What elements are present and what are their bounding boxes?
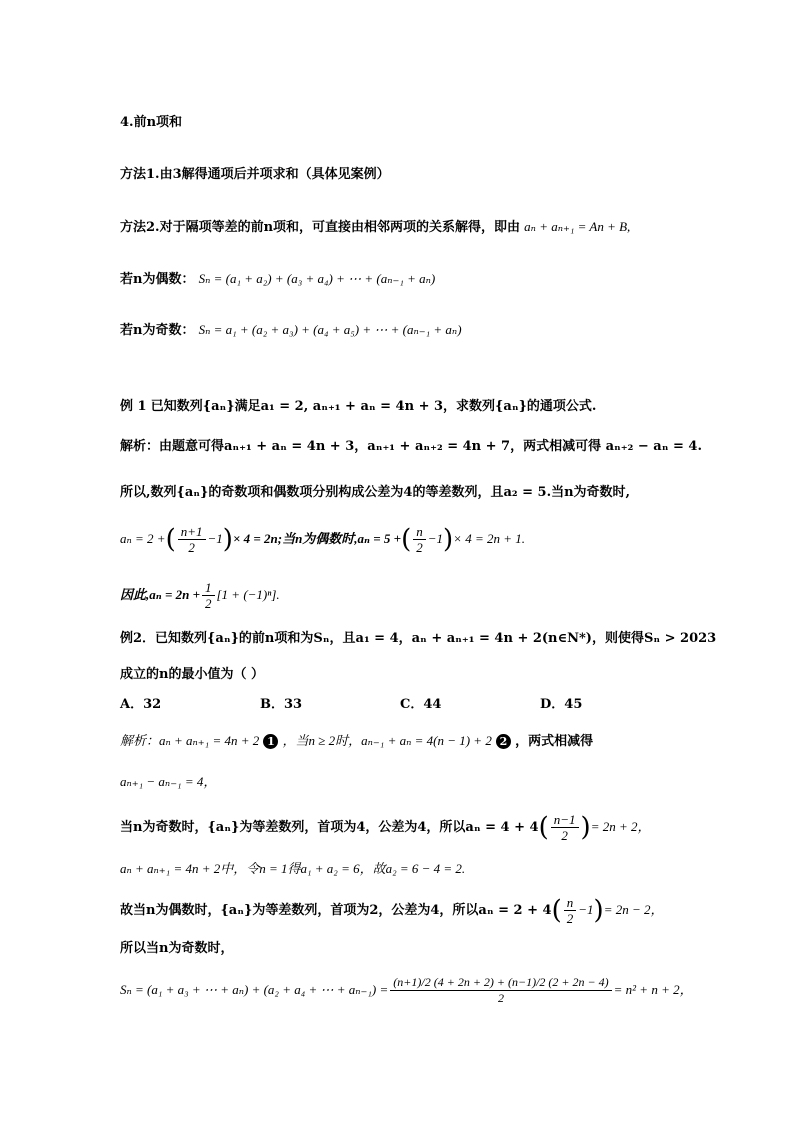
example-2-solution-4: aₙ + aₙ₊₁ = 4n + 2中，令n = 1得a₁ + a₂ = 6，故a₂ = 6 − 4 = 2.: [120, 861, 466, 876]
odd-case-formula: Sₙ = a₁ + (a₂ + a₃) + (a₄ + a₅) + ⋯ + (aₙ₋₁ + aₙ): [198, 322, 462, 337]
ex2-s3a: 当n为奇数时，{aₙ}为等差数列，首项为4，公差为4，所以aₙ = 4 + 4: [120, 820, 539, 835]
ex2-s1a: 解析：aₙ + aₙ₊₁ = 4n + 2: [120, 733, 260, 748]
ex2-s5b: −1: [578, 902, 594, 917]
ex1-s3c: × 4 = 2n;当n为偶数时,aₙ = 5 +: [232, 531, 402, 546]
odd-case-label: 若n为奇数：: [120, 323, 195, 338]
ex2-s1c: ，两式相减得: [515, 734, 594, 749]
example-1-title: 例 1: [120, 399, 147, 414]
even-case-formula: Sₙ = (a₁ + a₂) + (a₃ + a₄) + ⋯ + (aₙ₋₁ + aₙ): [198, 271, 436, 286]
example-1-solution-3: aₙ = 2 +( $\frac{n+1}{2}$ −1)× 4 = 2n;当n为偶数时,aₙ = 5 +( $\frac{n}{2}$ −1)× 4 = 2n + 1.: [120, 524, 525, 555]
example-2-solution-6: 所以当n为奇数时，: [120, 941, 234, 956]
option-d: D．45: [540, 697, 583, 712]
method-2-formula: aₙ + aₙ₊₁ = An + B,: [524, 219, 631, 234]
fraction-3: $\frac{1}{2}$: [202, 580, 215, 611]
circled-number-2: 2: [496, 734, 511, 749]
fraction-4: $\frac{n-1}{2}$: [551, 812, 579, 843]
method-1: 方法1.由3解得通项后并项求和（具体见案例）: [120, 167, 390, 182]
ex1-s4b: [1 + (−1)ⁿ].: [216, 587, 280, 602]
option-c: C．44: [400, 697, 442, 712]
example-1-question: [120, 398, 596, 416]
example-2-solution-5: 故当n为偶数时，{aₙ}为等差数列，首项为2，公差为4，所以aₙ = 2 + 4( $\frac{n}{2}$ −1)= 2n − 2，: [120, 895, 664, 926]
even-case: [120, 270, 435, 289]
example-2-question-2: 成立的n的最小值为（ ）: [120, 667, 264, 682]
ex2-s1b: ，当n ≥ 2时，aₙ₋₁ + aₙ = 4(n − 1) + 2: [282, 733, 492, 748]
example-2-solution-2: aₙ₊₁ − aₙ₋₁ = 4，: [120, 774, 217, 789]
ex1-s3a: aₙ = 2 +: [120, 531, 166, 546]
example-2-solution-7: [120, 975, 693, 1019]
method-2: [120, 218, 630, 237]
ex1-s3e: × 4 = 2n + 1.: [453, 531, 525, 546]
ex2-s5c: = 2n − 2，: [603, 902, 664, 917]
fraction-2: $\frac{n}{2}$: [413, 524, 426, 555]
circled-number-1: 1: [263, 734, 278, 749]
option-b: B．33: [260, 697, 303, 712]
example-2-question-1: 例2．已知数列{aₙ}的前n项和为Sₙ，且a₁ = 4，aₙ + aₙ₊₁ = 4n + 2(n∈N*)，则使得Sₙ > 2023: [120, 631, 717, 646]
fraction-1: $\frac{n+1}{2}$: [178, 524, 206, 555]
ex2-s5a: 故当n为偶数时，{aₙ}为等差数列，首项为2，公差为4，所以aₙ = 2 + 4: [120, 903, 552, 918]
even-case-label: 若n为偶数：: [120, 272, 195, 287]
option-a: A．32: [120, 697, 162, 712]
section-heading: 4.前n项和: [120, 115, 183, 130]
example-1-solution-1: 解析：由题意可得aₙ₊₁ + aₙ = 4n + 3，aₙ₊₁ + aₙ₊₂ = 4n + 7，两式相减可得 aₙ₊₂ − aₙ = 4.: [120, 439, 702, 454]
example-2-solution-1: [120, 732, 593, 751]
example-2-solution-3: 当n为奇数时，{aₙ}为等差数列，首项为4，公差为4，所以aₙ = 4 + 4( $\frac{n-1}{2}$ )= 2n + 2，: [120, 812, 651, 843]
method-2-text: 方法2.对于隔项等差的前n项和，可直接由相邻两项的关系解得，即由: [120, 220, 521, 235]
ex2-s7a: Sₙ = (a₁ + a₃ + ⋯ + aₙ) + (a₂ + a₄ + ⋯ + aₙ₋₁) =: [120, 982, 389, 997]
ex2-s7b: = n² + n + 2，: [613, 982, 693, 997]
ex1-s3b: −1: [207, 531, 223, 546]
ex1-s4a: 因此,aₙ = 2n +: [120, 587, 200, 602]
ex2-s3b: = 2n + 2，: [590, 819, 651, 834]
ex1-s3d: −1: [427, 531, 444, 546]
fraction-5: $\frac{n}{2}$: [564, 895, 577, 926]
example-1-solution-2: 所以,数列{aₙ}的奇数项和偶数项分别构成公差为4的等差数列，且a₂ = 5.当n为奇数时,: [120, 485, 631, 500]
example-1-text: 已知数列{aₙ}满足a₁ = 2, aₙ₊₁ + aₙ = 4n + 3，求数列{aₙ}的通项公式.: [150, 399, 597, 414]
big-fraction: $\frac{(n+1)/2 (4 + 2n + 2) + (n-1)/2 (2 + 2n - 4)}{2}$: [390, 975, 611, 1006]
example-1-solution-4: [120, 580, 280, 616]
example-2-options: [120, 696, 680, 714]
odd-case: [120, 321, 462, 340]
